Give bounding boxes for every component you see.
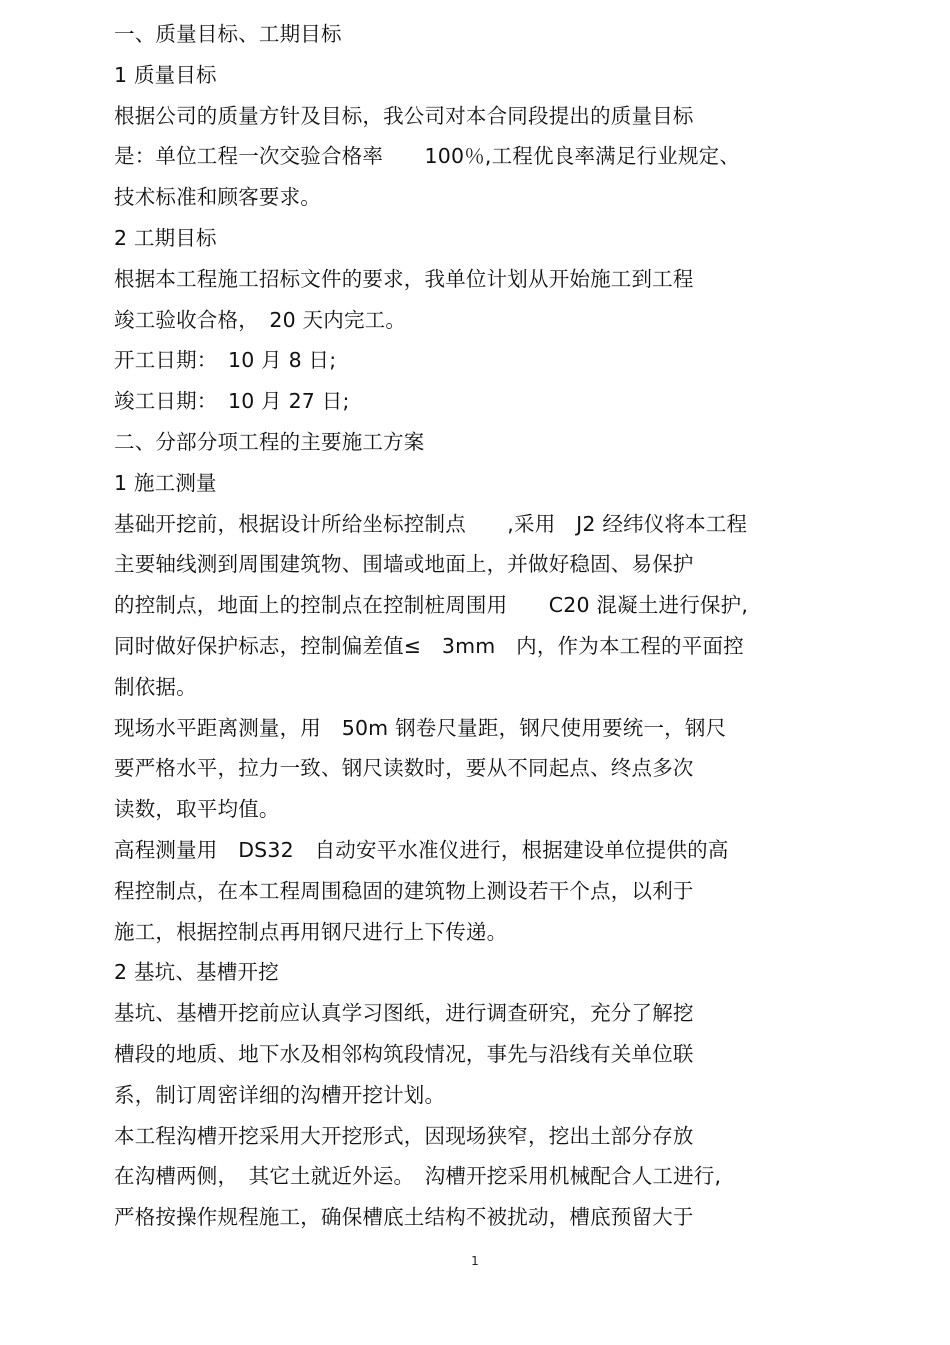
paragraph-line: 在沟槽两侧， 其它土就近外运。 沟槽开挖采用机械配合人工进行,	[114, 1164, 722, 1189]
paragraph-line: 基础开挖前，根据设计所给坐标控制点 ,采用 J2 经纬仪将本工程	[114, 511, 748, 536]
paragraph-line: 基坑、基槽开挖前应认真学习图纸，进行调查研究，充分了解挖	[114, 1001, 694, 1026]
paragraph-line: 程控制点，在本工程周围稳固的建筑物上测设若干个点，以利于	[114, 878, 694, 903]
paragraph-line: 技术标准和顾客要求。	[114, 185, 321, 210]
section-heading: 二、分部分项工程的主要施工方案	[114, 429, 425, 454]
paragraph-line: 槽段的地质、地下水及相邻构筑段情况，事先与沿线有关单位联	[114, 1041, 694, 1066]
paragraph-line: 是：单位工程一次交验合格率 100％,工程优良率满足行业规定、	[114, 144, 741, 169]
completion-date-line: 竣工日期： 10 月 27 日;	[114, 389, 350, 414]
paragraph-line: 严格按操作规程施工，确保槽底土结构不被扰动，槽底预留大于	[114, 1205, 694, 1230]
paragraph-line: 主要轴线测到周围建筑物、围墙或地面上，并做好稳固、易保护	[114, 552, 694, 577]
section-heading: 一、质量目标、工期目标	[114, 22, 342, 46]
document-body	[114, 14, 834, 1238]
paragraph-line: 根据公司的质量方针及目标，我公司对本合同段提出的质量目标	[114, 103, 694, 128]
start-date-line: 开工日期： 10 月 8 日;	[114, 348, 337, 373]
paragraph-line: 要严格水平，拉力一致、钢尺读数时，要从不同起点、终点多次	[114, 756, 694, 781]
page-number: 1	[471, 1254, 479, 1268]
subsection-heading: 1 质量目标	[114, 62, 217, 87]
paragraph-line: 制依据。	[114, 674, 197, 699]
paragraph-line: 的控制点，地面上的控制点在控制桩周围用 C20 混凝土进行保护,	[114, 593, 749, 618]
subsection-heading: 2 基坑、基槽开挖	[114, 960, 279, 985]
paragraph-line: 现场水平距离测量，用 50m 钢卷尺量距，钢尺使用要统一，钢尺	[114, 715, 727, 740]
paragraph-line: 施工，根据控制点再用钢尺进行上下传递。	[114, 919, 508, 944]
paragraph-line: 本工程沟槽开挖采用大开挖形式，因现场狭窄，挖出土部分存放	[114, 1123, 694, 1148]
subsection-heading: 1 施工测量	[114, 470, 217, 495]
paragraph-line: 根据本工程施工招标文件的要求，我单位计划从开始施工到工程	[114, 266, 694, 291]
paragraph-line: 同时做好保护标志，控制偏差值≤ 3mm 内，作为本工程的平面控	[114, 633, 744, 658]
paragraph-line: 系，制订周密详细的沟槽开挖计划。	[114, 1082, 446, 1107]
subsection-heading: 2 工期目标	[114, 225, 217, 250]
paragraph-line: 竣工验收合格， 20 天内完工。	[114, 307, 407, 332]
paragraph-line: 读数，取平均值。	[114, 797, 280, 822]
paragraph-line: 高程测量用 DS32 自动安平水准仪进行，根据建设单位提供的高	[114, 837, 729, 862]
